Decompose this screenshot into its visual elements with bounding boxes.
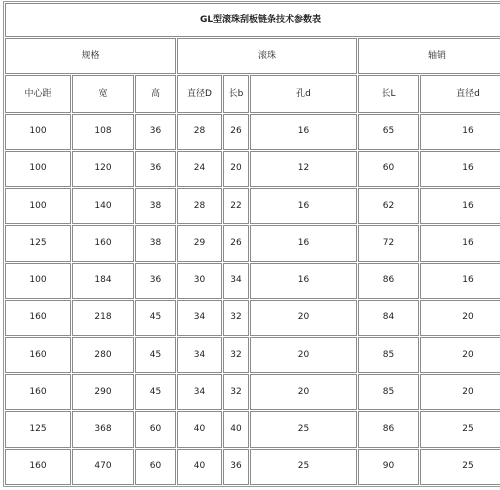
table-cell: 12 xyxy=(250,151,357,187)
table-cell: 16 xyxy=(250,225,357,261)
table-cell: 40 xyxy=(223,411,249,447)
column-header-pin-diameter: 直径d xyxy=(420,75,500,112)
column-header-height: 高 xyxy=(135,75,176,112)
column-header-center-distance: 中心距 xyxy=(5,75,71,112)
table-cell: 86 xyxy=(358,263,419,299)
table-cell: 85 xyxy=(358,337,419,373)
column-header-ball-diameter: 直径D xyxy=(177,75,222,112)
table-row xyxy=(5,151,500,187)
table-cell: 32 xyxy=(223,337,249,373)
group-header-ball: 滚珠 xyxy=(177,38,357,74)
table-cell: 28 xyxy=(177,114,222,150)
table-cell: 65 xyxy=(358,114,419,150)
table-cell: 85 xyxy=(358,374,419,410)
table-cell: 36 xyxy=(223,449,249,485)
table-cell: 84 xyxy=(358,300,419,336)
table-cell: 16 xyxy=(420,188,500,224)
table-cell: 60 xyxy=(135,449,176,485)
table-cell: 90 xyxy=(358,449,419,485)
table-cell: 368 xyxy=(72,411,134,447)
table-cell: 60 xyxy=(358,151,419,187)
table-cell: 34 xyxy=(223,263,249,299)
table-cell: 26 xyxy=(223,114,249,150)
table-cell: 24 xyxy=(177,151,222,187)
table-cell: 60 xyxy=(135,411,176,447)
table-cell: 20 xyxy=(250,300,357,336)
column-header-hole: 孔d xyxy=(250,75,357,112)
table-cell: 40 xyxy=(177,449,222,485)
table-cell: 25 xyxy=(250,411,357,447)
table-cell: 32 xyxy=(223,300,249,336)
table-cell: 20 xyxy=(420,374,500,410)
table-cell: 20 xyxy=(250,374,357,410)
table-cell: 20 xyxy=(420,337,500,373)
table-cell: 16 xyxy=(420,151,500,187)
table-cell: 25 xyxy=(420,411,500,447)
table-cell: 38 xyxy=(135,225,176,261)
table-cell: 100 xyxy=(5,151,71,187)
table-row xyxy=(5,449,500,485)
table-row xyxy=(5,300,500,336)
table-row xyxy=(5,188,500,224)
table-cell: 36 xyxy=(135,263,176,299)
table-cell: 26 xyxy=(223,225,249,261)
table-cell: 184 xyxy=(72,263,134,299)
table-cell: 100 xyxy=(5,263,71,299)
table-cell: 160 xyxy=(5,300,71,336)
table-cell: 25 xyxy=(420,449,500,485)
table-cell: 86 xyxy=(358,411,419,447)
table-cell: 100 xyxy=(5,114,71,150)
column-header-ball-length: 长b xyxy=(223,75,249,112)
table-cell: 36 xyxy=(135,151,176,187)
table-cell: 32 xyxy=(223,374,249,410)
table-cell: 108 xyxy=(72,114,134,150)
table-title: GL型滚珠刮板链条技术参数表 xyxy=(5,3,500,37)
table-cell: 16 xyxy=(250,263,357,299)
table-cell: 160 xyxy=(5,337,71,373)
table-cell: 160 xyxy=(5,374,71,410)
table-cell: 16 xyxy=(420,263,500,299)
table-cell: 30 xyxy=(177,263,222,299)
table-cell: 72 xyxy=(358,225,419,261)
table-row xyxy=(5,225,500,261)
table-cell: 28 xyxy=(177,188,222,224)
table-cell: 125 xyxy=(5,411,71,447)
table-cell: 160 xyxy=(72,225,134,261)
table-cell: 16 xyxy=(250,188,357,224)
table-cell: 125 xyxy=(5,225,71,261)
table-cell: 40 xyxy=(177,411,222,447)
table-cell: 25 xyxy=(250,449,357,485)
group-header-spec: 规格 xyxy=(5,38,176,74)
table-cell: 20 xyxy=(223,151,249,187)
table-cell: 22 xyxy=(223,188,249,224)
table-cell: 45 xyxy=(135,337,176,373)
table-row xyxy=(5,374,500,410)
table-cell: 280 xyxy=(72,337,134,373)
table-cell: 16 xyxy=(420,114,500,150)
table-cell: 34 xyxy=(177,337,222,373)
table-cell: 20 xyxy=(420,300,500,336)
table-row xyxy=(5,114,500,150)
table-cell: 62 xyxy=(358,188,419,224)
table-cell: 45 xyxy=(135,374,176,410)
table-row xyxy=(5,411,500,447)
table-cell: 160 xyxy=(5,449,71,485)
table-cell: 20 xyxy=(250,337,357,373)
table-cell: 34 xyxy=(177,374,222,410)
table-cell: 38 xyxy=(135,188,176,224)
table-row xyxy=(5,337,500,373)
column-header-pin-length: 长L xyxy=(358,75,419,112)
table-cell: 120 xyxy=(72,151,134,187)
column-header-width: 宽 xyxy=(72,75,134,112)
table-cell: 29 xyxy=(177,225,222,261)
table-cell: 16 xyxy=(420,225,500,261)
table-cell: 100 xyxy=(5,188,71,224)
table-cell: 140 xyxy=(72,188,134,224)
chain-spec-table xyxy=(3,1,500,487)
table-row xyxy=(5,263,500,299)
table-cell: 36 xyxy=(135,114,176,150)
table-cell: 45 xyxy=(135,300,176,336)
table-cell: 470 xyxy=(72,449,134,485)
table-cell: 16 xyxy=(250,114,357,150)
table-cell: 290 xyxy=(72,374,134,410)
table-cell: 218 xyxy=(72,300,134,336)
group-header-pin: 轴销 xyxy=(358,38,500,74)
spec-table-container xyxy=(3,1,497,487)
table-cell: 34 xyxy=(177,300,222,336)
